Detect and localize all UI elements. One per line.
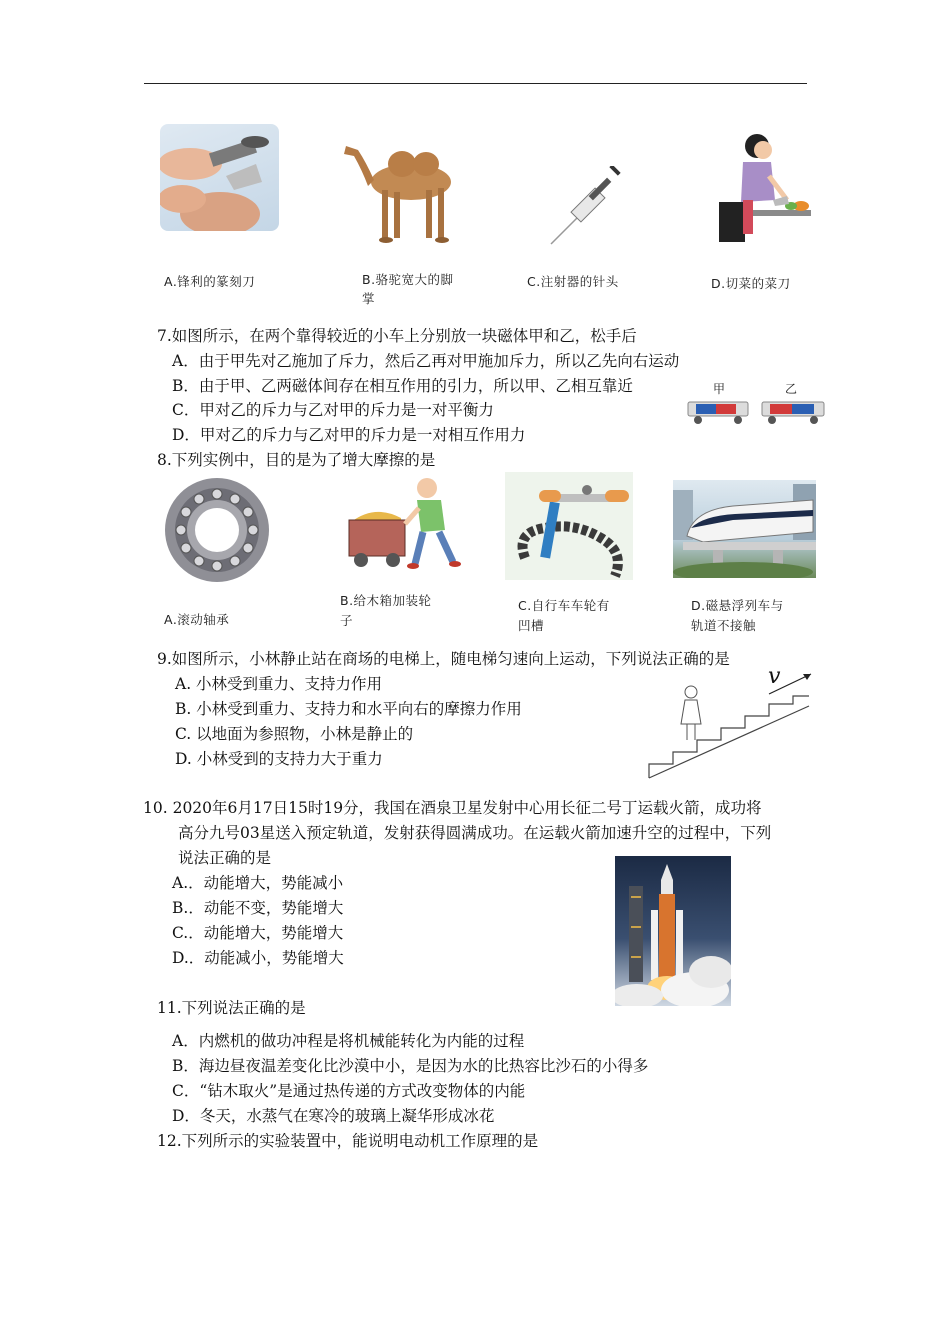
camel-photo (336, 124, 460, 250)
q7-stem: 7.如图所示，在两个靠得较近的小车上分别放一块磁体甲和乙，松手后 (157, 327, 637, 345)
q6-caption-c: C.注射器的针头 (527, 274, 619, 289)
rolling-bearing-photo (163, 476, 275, 586)
q11-option-d: D．冬天，水蒸气在寒冷的玻璃上凝华形成冰花 (172, 1107, 495, 1125)
q10-option-c: C.．动能增大，势能增大 (172, 924, 344, 942)
q9-option-b: B. 小林受到重力、支持力和水平向右的摩擦力作用 (175, 700, 522, 718)
q11-option-c: C．“钻木取火”是通过热传递的方式改变物体的内能 (172, 1082, 526, 1100)
wooden-box-cart-illustration (345, 474, 470, 570)
q7-option-b: B．由于甲、乙两磁体间存在相互作用的引力，所以甲、乙相互靠近 (172, 377, 633, 395)
q8-stem: 8.下列实例中，目的是为了增大摩擦的是 (157, 451, 436, 469)
escalator-diagram (645, 666, 815, 782)
velocity-label: v (768, 664, 781, 689)
q9-option-d: D. 小林受到的支持力大于重力 (175, 750, 383, 768)
q11-stem: 11.下列说法正确的是 (157, 999, 306, 1017)
q8-caption-c-line1: C.自行车车轮有 (518, 598, 610, 613)
q6-caption-b-line2: 掌 (362, 291, 376, 306)
q10-option-d: D.．动能减小，势能增大 (172, 949, 344, 967)
q8-caption-d-line2: 轨道不接触 (691, 618, 757, 633)
header-rule (144, 83, 807, 84)
q10-stem-line1: 10. 2020年6月17日15时19分，我国在酒泉卫星发射中心用长征二号丁运载火箭，成功将 (143, 799, 762, 817)
syringe-photo (545, 166, 630, 248)
q9-option-a: A. 小林受到重力、支持力作用 (175, 675, 383, 693)
q8-caption-b-line1: B.给木箱加装轮 (340, 593, 432, 608)
q10-option-b: B.．动能不变，势能增大 (172, 899, 344, 917)
q6-caption-d: D.切菜的菜刀 (711, 276, 791, 291)
q10-stem-line3: 说法正确的是 (178, 849, 272, 867)
q8-caption-a: A.滚动轴承 (164, 612, 230, 627)
q9-stem: 9.如图所示，小林静止站在商场的电梯上，随电梯匀速向上运动，下列说法正确的是 (157, 650, 730, 668)
q7-option-d: D．甲对乙的斥力与乙对甲的斥力是一对相互作用力 (172, 426, 526, 444)
q10-stem-line2: 高分九号03星送入预定轨道，发射获得圆满成功。在运载火箭加速升空的过程中，下列 (178, 824, 772, 842)
q6-caption-a: A.锋利的篆刻刀 (164, 274, 256, 289)
q9-option-c: C. 以地面为参照物，小林是静止的 (175, 725, 414, 743)
cutting-vegetables-illustration (713, 130, 813, 246)
q7-option-c: C．甲对乙的斥力与乙对甲的斥力是一对平衡力 (172, 401, 494, 419)
q8-caption-c-line2: 凹槽 (518, 618, 545, 633)
q8-caption-b-line2: 子 (340, 613, 354, 628)
q11-option-a: A．内燃机的做功冲程是将机械能转化为内能的过程 (172, 1032, 525, 1050)
maglev-train-photo (673, 480, 816, 578)
bicycle-wheel-illustration (505, 472, 633, 580)
q12-stem: 12.下列所示的实验装置中，能说明电动机工作原理的是 (157, 1132, 539, 1150)
q11-option-b: B．海边昼夜温差变化比沙漠中小，是因为水的比热容比沙石的小得多 (172, 1057, 649, 1075)
rocket-launch-photo (615, 856, 731, 1006)
magnet-label-yi: 乙 (785, 382, 798, 396)
carving-knife-photo (160, 124, 279, 231)
q10-option-a: A.．动能增大，势能减小 (172, 874, 344, 892)
q8-caption-d-line1: D.磁悬浮列车与 (691, 598, 784, 613)
q6-caption-b-line1: B.骆驼宽大的脚 (362, 272, 454, 287)
q7-option-a: A．由于甲先对乙施加了斥力，然后乙再对甲施加斥力，所以乙先向右运动 (172, 352, 680, 370)
magnet-label-jia: 甲 (713, 382, 726, 396)
magnet-carts-diagram (684, 396, 829, 428)
